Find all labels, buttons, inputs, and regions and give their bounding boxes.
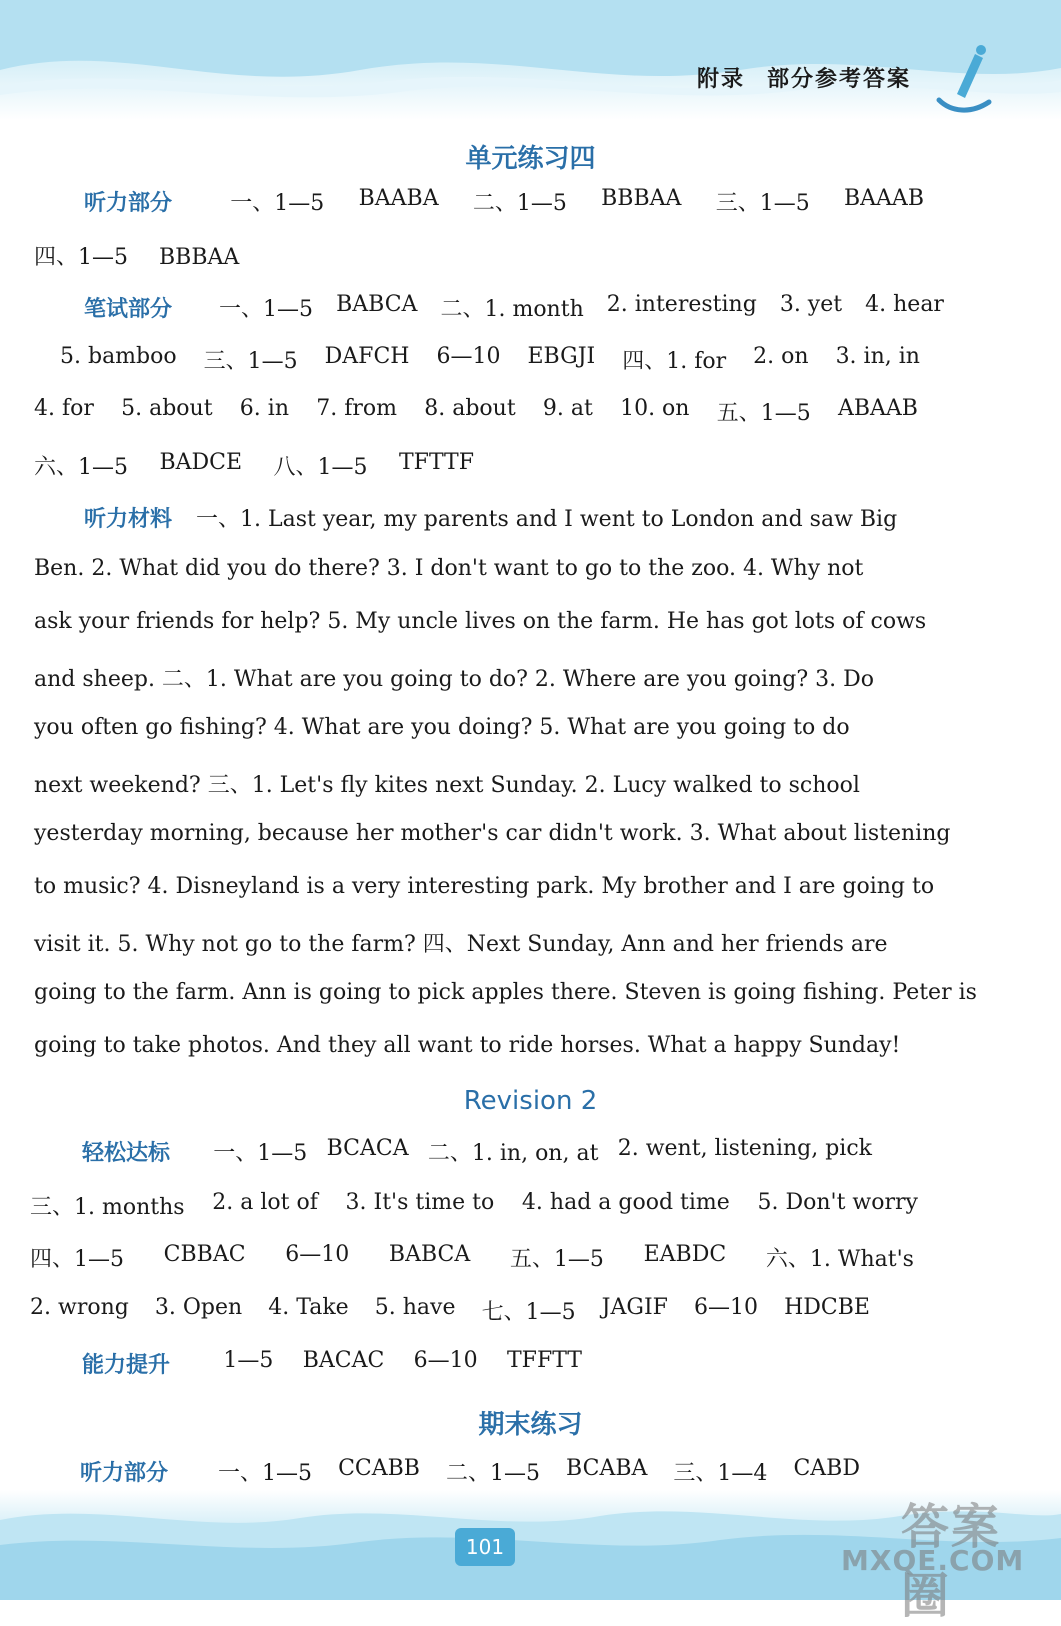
header-title: 部分参考答案: [766, 66, 911, 92]
answer-seg: 6—10: [436, 344, 501, 369]
answer-seg: CABD: [793, 1456, 860, 1481]
answer-seg: 三、1. months: [30, 1195, 185, 1220]
answer-seg: BCABA: [566, 1456, 648, 1481]
revision2-title: Revision 2: [463, 1086, 598, 1116]
listening-text: going to the farm. Ann is going to pick apples there. Steven is going fishing. Peter is: [34, 980, 977, 1005]
answer-seg: 4. hear: [865, 292, 944, 317]
listening-line: [34, 662, 1034, 696]
answer-seg: 5. about: [121, 396, 213, 421]
answer-seg: ABAAB: [837, 396, 918, 421]
listening-text: you often go fishing? 4. What are you doing? 5. What are you going to do: [34, 715, 850, 740]
answer-seg: 5. have: [374, 1295, 456, 1320]
answer-seg: 五、1—5: [509, 1247, 604, 1272]
answer-seg: 3. Open: [154, 1295, 243, 1320]
unit4-line-2: [34, 240, 1034, 274]
answer-seg: 4. for: [34, 396, 94, 421]
answer-seg: 二、1—5: [472, 191, 567, 216]
listening-line: [34, 609, 1034, 643]
answer-seg: BACAC: [302, 1348, 385, 1373]
listening-text: visit it. 5. Why not go to the farm? 四、Next Sunday, Ann and her friends are: [34, 932, 888, 957]
answer-seg: HDCBE: [784, 1295, 870, 1320]
answer-seg: 2. interesting: [606, 292, 757, 317]
listening-line: [84, 502, 1004, 536]
answer-seg: 6—10: [413, 1348, 478, 1373]
page-number: 101: [455, 1528, 515, 1566]
answer-seg: 2. a lot of: [212, 1190, 318, 1215]
answer-seg: 一、1—5: [218, 1461, 313, 1486]
answer-seg: 4. Take: [268, 1295, 349, 1320]
answer-seg: EBGJI: [527, 344, 596, 369]
answer-seg: BABCA: [388, 1242, 471, 1267]
answer-seg: 5. bamboo: [60, 344, 177, 369]
answer-seg: 四、1—5: [30, 1247, 124, 1272]
answer-seg: 一、1—5: [213, 1141, 308, 1166]
answer-seg: 10. on: [620, 396, 690, 421]
answer-seg: 六、1. What's: [765, 1247, 914, 1272]
listening-line: [34, 821, 1034, 855]
answer-seg: 二、1. in, on, at: [427, 1141, 599, 1166]
listening-text: ask your friends for help? 5. My uncle lives on the farm. He has got lots of cows: [34, 609, 927, 634]
answer-seg: 四、1—5: [34, 245, 128, 270]
unit4-line-6: [34, 450, 474, 484]
listening-line: [34, 927, 1034, 961]
answer-seg: 2. on: [753, 344, 809, 369]
listening-line: [34, 1033, 1034, 1067]
answer-seg: 3. yet: [779, 292, 843, 317]
unit4-title: 单元练习四: [465, 144, 596, 174]
listening-text: to music? 4. Disneyland is a very interesting park. My brother and I are going to: [34, 874, 935, 899]
answer-seg: 3. It's time to: [345, 1190, 495, 1215]
page-header: [697, 62, 911, 93]
header-appendix: 附录: [696, 66, 745, 92]
answer-seg: CBBAC: [163, 1242, 246, 1267]
answer-seg: 一、1—5: [230, 191, 325, 216]
answer-seg: BBBAA: [601, 186, 682, 211]
answer-seg: 8. about: [424, 396, 516, 421]
answer-seg: 6—10: [285, 1242, 350, 1267]
answer-seg: 一、1—5: [219, 297, 314, 322]
answer-seg: 八、1—5: [273, 455, 368, 480]
answer-seg: 2. wrong: [30, 1295, 129, 1320]
answer-seg: EABDC: [643, 1242, 727, 1267]
watermark-logo-text: 答案圈: [901, 1499, 1002, 1624]
section-label: 听力部分: [84, 191, 173, 216]
answer-seg: 二、1. month: [440, 297, 584, 322]
section-label: 听力部分: [80, 1461, 169, 1486]
answer-seg: 6. in: [239, 396, 289, 421]
answer-seg: 5. Don't worry: [757, 1190, 918, 1215]
listening-text: and sheep. 二、1. What are you going to do? 2. Where are you going? 3. Do: [34, 667, 874, 692]
answer-seg: CCABB: [338, 1456, 420, 1481]
answer-seg: JAGIF: [601, 1295, 668, 1320]
revision2-line-3: [30, 1242, 914, 1276]
answer-seg: 三、1—4: [673, 1461, 768, 1486]
answer-seg: TFFTT: [507, 1348, 582, 1373]
section-label: 能力提升: [82, 1353, 171, 1378]
revision2-line-5: [82, 1348, 582, 1382]
answer-seg: 四、1. for: [622, 349, 727, 374]
final-title: 期末练习: [478, 1410, 583, 1440]
site-watermark: [841, 1488, 1041, 1624]
section-label: 听力材料: [84, 507, 173, 532]
listening-line: [34, 715, 1034, 749]
answer-seg: 二、1—5: [446, 1461, 540, 1486]
listening-text: 一、1. Last year, my parents and I went to London and saw Big: [196, 507, 898, 532]
answer-seg: 五、1—5: [716, 401, 811, 426]
answer-seg: 1—5: [223, 1348, 274, 1373]
answer-seg: BAAAB: [843, 186, 924, 211]
unit4-line-1: [84, 186, 924, 220]
unit4-line-4: [60, 344, 920, 378]
listening-line: [34, 768, 1034, 802]
answer-seg: 2. went, listening, pick: [617, 1136, 872, 1161]
pen-logo-icon: [931, 40, 1001, 120]
answer-seg: 3. in, in: [835, 344, 920, 369]
listening-line: [34, 556, 1034, 590]
listening-line: [34, 980, 1034, 1014]
answer-seg: BBBAA: [159, 245, 240, 270]
answer-seg: BABCA: [336, 292, 418, 317]
listening-text: Ben. 2. What did you do there? 3. I don't want to go to the zoo. 4. Why not: [34, 556, 864, 581]
section-label: 笔试部分: [84, 297, 173, 322]
answer-seg: 7. from: [316, 396, 397, 421]
listening-text: next weekend? 三、1. Let's fly kites next Sunday. 2. Lucy walked to school: [34, 773, 860, 798]
section-label: 轻松达标: [82, 1141, 171, 1166]
revision2-line-1: [82, 1136, 872, 1170]
answer-seg: TFTTF: [399, 450, 474, 475]
answer-seg: 六、1—5: [34, 455, 128, 480]
answer-seg: BAABA: [358, 186, 439, 211]
listening-line: [34, 874, 1034, 908]
listening-text: going to take photos. And they all want to ride horses. What a happy Sunday!: [34, 1033, 901, 1058]
answer-seg: 4. had a good time: [521, 1190, 730, 1215]
watermark-url: MXQE.COM: [841, 1544, 1025, 1577]
listening-text: yesterday morning, because her mother's car didn't work. 3. What about listening: [34, 821, 951, 846]
answer-seg: 三、1—5: [715, 191, 810, 216]
unit4-line-3: [84, 292, 944, 326]
answer-seg: BCACA: [326, 1136, 409, 1161]
final-line-1: [80, 1456, 860, 1490]
answer-seg: 七、1—5: [481, 1300, 576, 1325]
answer-seg: 6—10: [693, 1295, 758, 1320]
revision2-line-4: [30, 1295, 870, 1329]
answer-seg: BADCE: [159, 450, 243, 475]
answer-seg: 9. at: [542, 396, 593, 421]
unit4-line-5: [34, 396, 918, 430]
answer-seg: DAFCH: [324, 344, 410, 369]
revision2-line-2: [30, 1190, 918, 1224]
answer-seg: 三、1—5: [203, 349, 298, 374]
